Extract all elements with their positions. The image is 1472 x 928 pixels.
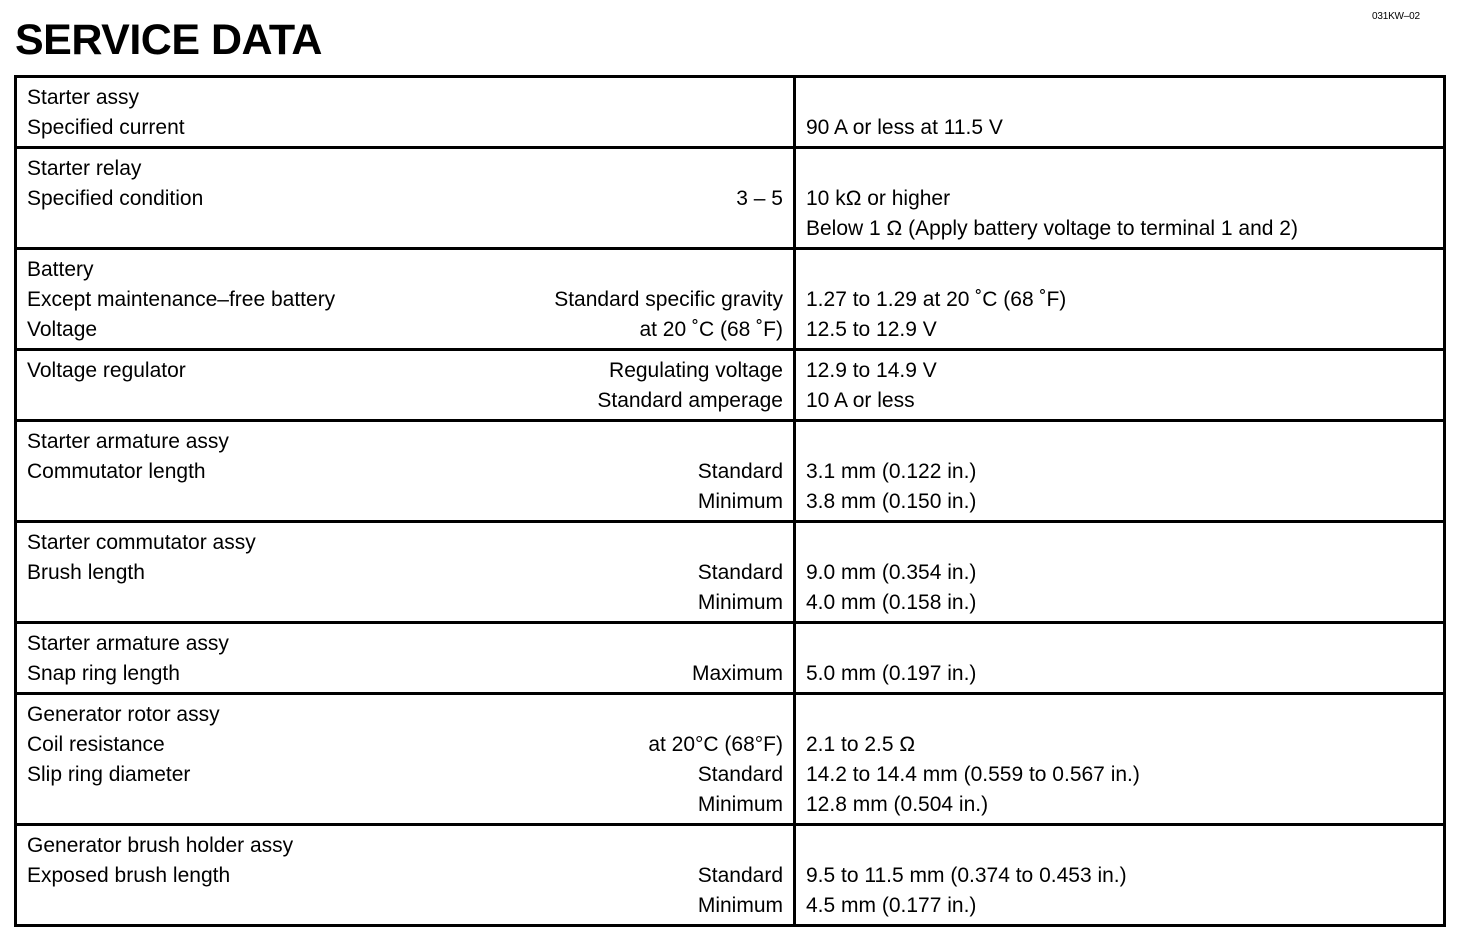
spec-value xyxy=(806,427,1433,457)
spec-item-label: Coil resistance xyxy=(27,733,165,756)
spec-condition: Minimum xyxy=(697,793,783,816)
spec-value: 3.8 mm (0.150 in.) xyxy=(806,490,977,513)
spec-item-line xyxy=(27,558,783,588)
spec-item-label: Voltage xyxy=(27,318,98,341)
spec-condition: Standard amperage xyxy=(597,389,783,412)
spec-item-line xyxy=(27,154,783,184)
spec-value-cell xyxy=(795,623,1445,694)
spec-value: 12.8 mm (0.504 in.) xyxy=(806,793,989,816)
spec-condition: 3 – 5 xyxy=(736,187,783,210)
spec-item-label xyxy=(27,790,698,820)
spec-item-line xyxy=(27,760,783,790)
spec-item-label: Generator brush holder assy xyxy=(27,834,294,857)
spec-condition: Minimum xyxy=(697,894,783,917)
spec-value-cell xyxy=(795,825,1445,926)
spec-value-cell xyxy=(795,249,1445,350)
spec-item-line xyxy=(27,315,783,345)
spec-value: 9.5 to 11.5 mm (0.374 to 0.453 in.) xyxy=(806,864,1127,887)
spec-item-label: Starter armature assy xyxy=(27,632,229,655)
spec-value-line xyxy=(806,83,1433,113)
spec-value-line xyxy=(806,760,1433,790)
spec-value-line xyxy=(806,184,1433,214)
spec-item-label: Specified condition xyxy=(27,187,204,210)
spec-value-cell xyxy=(795,148,1445,249)
spec-value-cell xyxy=(795,77,1445,148)
spec-condition: at 20°C (68°F) xyxy=(648,733,783,756)
spec-item-line xyxy=(27,891,783,921)
spec-value: 12.5 to 12.9 V xyxy=(806,318,937,341)
spec-condition: Regulating voltage xyxy=(609,359,783,382)
spec-value: 14.2 to 14.4 mm (0.559 to 0.567 in.) xyxy=(806,763,1140,786)
spec-section-row xyxy=(16,77,1445,148)
spec-item-line xyxy=(27,659,783,689)
spec-item-label: Commutator length xyxy=(27,460,206,483)
spec-item-line xyxy=(27,356,783,386)
spec-item-label: Battery xyxy=(27,258,94,281)
spec-item-label: Starter relay xyxy=(27,157,142,180)
spec-item-line xyxy=(27,588,783,618)
spec-value xyxy=(806,831,1433,861)
spec-value-line xyxy=(806,457,1433,487)
spec-item-label xyxy=(27,891,698,921)
spec-item-cell xyxy=(16,350,795,421)
spec-condition: Minimum xyxy=(697,490,783,513)
spec-value-line xyxy=(806,214,1433,244)
spec-value: 1.27 to 1.29 at 20 ˚C (68 ˚F) xyxy=(806,288,1067,311)
spec-item-line xyxy=(27,457,783,487)
spec-value-line xyxy=(806,629,1433,659)
spec-value-line xyxy=(806,427,1433,457)
spec-value-line xyxy=(806,154,1433,184)
spec-value-line xyxy=(806,528,1433,558)
spec-value-line xyxy=(806,831,1433,861)
spec-value: 10 A or less xyxy=(806,389,915,412)
spec-value-cell xyxy=(795,694,1445,825)
spec-value-line xyxy=(806,558,1433,588)
spec-item-label xyxy=(27,487,698,517)
spec-value-line xyxy=(806,487,1433,517)
service-data-table xyxy=(14,75,1446,927)
spec-condition: Minimum xyxy=(697,591,783,614)
spec-condition: at 20 ˚C (68 ˚F) xyxy=(639,318,783,341)
spec-item-label: Starter assy xyxy=(27,86,140,109)
spec-value-line xyxy=(806,730,1433,760)
spec-value xyxy=(806,700,1433,730)
spec-item-line xyxy=(27,427,783,457)
spec-item-line xyxy=(27,861,783,891)
spec-condition: Standard specific gravity xyxy=(554,288,783,311)
spec-item-line xyxy=(27,700,783,730)
spec-value xyxy=(806,528,1433,558)
spec-item-label: Exposed brush length xyxy=(27,864,231,887)
spec-item-cell xyxy=(16,623,795,694)
spec-item-line xyxy=(27,113,783,143)
spec-value: 2.1 to 2.5 Ω xyxy=(806,733,916,756)
spec-item-label: Starter commutator assy xyxy=(27,531,256,554)
spec-value: Below 1 Ω (Apply battery voltage to terminal 1 and 2) xyxy=(806,217,1298,240)
spec-value: 90 A or less at 11.5 V xyxy=(806,116,1003,139)
spec-item-label: Slip ring diameter xyxy=(27,763,191,786)
spec-item-cell xyxy=(16,421,795,522)
spec-item-line xyxy=(27,790,783,820)
spec-value: 4.5 mm (0.177 in.) xyxy=(806,894,977,917)
spec-value-line xyxy=(806,861,1433,891)
spec-item-cell xyxy=(16,77,795,148)
spec-item-line xyxy=(27,831,783,861)
spec-section-row xyxy=(16,249,1445,350)
spec-value xyxy=(806,629,1433,659)
spec-value: 3.1 mm (0.122 in.) xyxy=(806,460,977,483)
spec-item-line xyxy=(27,214,783,244)
spec-item-cell xyxy=(16,249,795,350)
spec-item-label: Specified current xyxy=(27,116,185,139)
spec-value-line xyxy=(806,386,1433,416)
spec-section-row xyxy=(16,148,1445,249)
spec-condition: Standard xyxy=(697,763,783,786)
spec-item-label xyxy=(27,386,597,416)
spec-condition: Standard xyxy=(697,561,783,584)
spec-section-row xyxy=(16,623,1445,694)
spec-value-line xyxy=(806,700,1433,730)
spec-value: 9.0 mm (0.354 in.) xyxy=(806,561,977,584)
spec-item-cell xyxy=(16,522,795,623)
page-title: SERVICE DATA xyxy=(15,16,322,64)
spec-item-cell xyxy=(16,148,795,249)
spec-item-label: Voltage regulator xyxy=(27,359,186,382)
spec-item-line xyxy=(27,184,783,214)
spec-value: 4.0 mm (0.158 in.) xyxy=(806,591,977,614)
spec-section-row xyxy=(16,522,1445,623)
spec-condition: Standard xyxy=(697,460,783,483)
spec-value-line xyxy=(806,113,1433,143)
spec-value xyxy=(806,154,1433,184)
spec-section-row xyxy=(16,350,1445,421)
spec-section-row xyxy=(16,825,1445,926)
spec-item-label xyxy=(27,588,698,618)
spec-value-line xyxy=(806,659,1433,689)
spec-value-line xyxy=(806,790,1433,820)
spec-section-row xyxy=(16,694,1445,825)
document-code: 031KW–02 xyxy=(1372,11,1420,22)
spec-item-line xyxy=(27,528,783,558)
spec-value-line xyxy=(806,285,1433,315)
spec-item-line xyxy=(27,730,783,760)
spec-value-line xyxy=(806,315,1433,345)
spec-value-cell xyxy=(795,421,1445,522)
spec-item-label: Snap ring length xyxy=(27,662,180,685)
spec-value-cell xyxy=(795,350,1445,421)
spec-condition: Maximum xyxy=(691,662,783,685)
spec-item-line xyxy=(27,629,783,659)
spec-section-row xyxy=(16,421,1445,522)
spec-item-cell xyxy=(16,825,795,926)
spec-condition: Standard xyxy=(697,864,783,887)
spec-value-line xyxy=(806,588,1433,618)
spec-item-cell xyxy=(16,694,795,825)
spec-item-line xyxy=(27,386,783,416)
spec-item-label: Except maintenance–free battery xyxy=(27,288,336,311)
spec-item-line xyxy=(27,255,783,285)
spec-item-line xyxy=(27,285,783,315)
spec-item-label: Brush length xyxy=(27,561,145,584)
spec-value-cell xyxy=(795,522,1445,623)
spec-value: 5.0 mm (0.197 in.) xyxy=(806,662,977,685)
spec-value: 12.9 to 14.9 V xyxy=(806,359,937,382)
spec-item-label xyxy=(27,214,783,244)
spec-value-line xyxy=(806,255,1433,285)
spec-value xyxy=(806,83,1433,113)
spec-item-line xyxy=(27,83,783,113)
spec-item-line xyxy=(27,487,783,517)
spec-value: 10 kΩ or higher xyxy=(806,187,951,210)
spec-value-line xyxy=(806,891,1433,921)
spec-value-line xyxy=(806,356,1433,386)
spec-value xyxy=(806,255,1433,285)
spec-item-label: Generator rotor assy xyxy=(27,703,220,726)
service-data-table-body xyxy=(16,77,1445,926)
spec-item-label: Starter armature assy xyxy=(27,430,229,453)
